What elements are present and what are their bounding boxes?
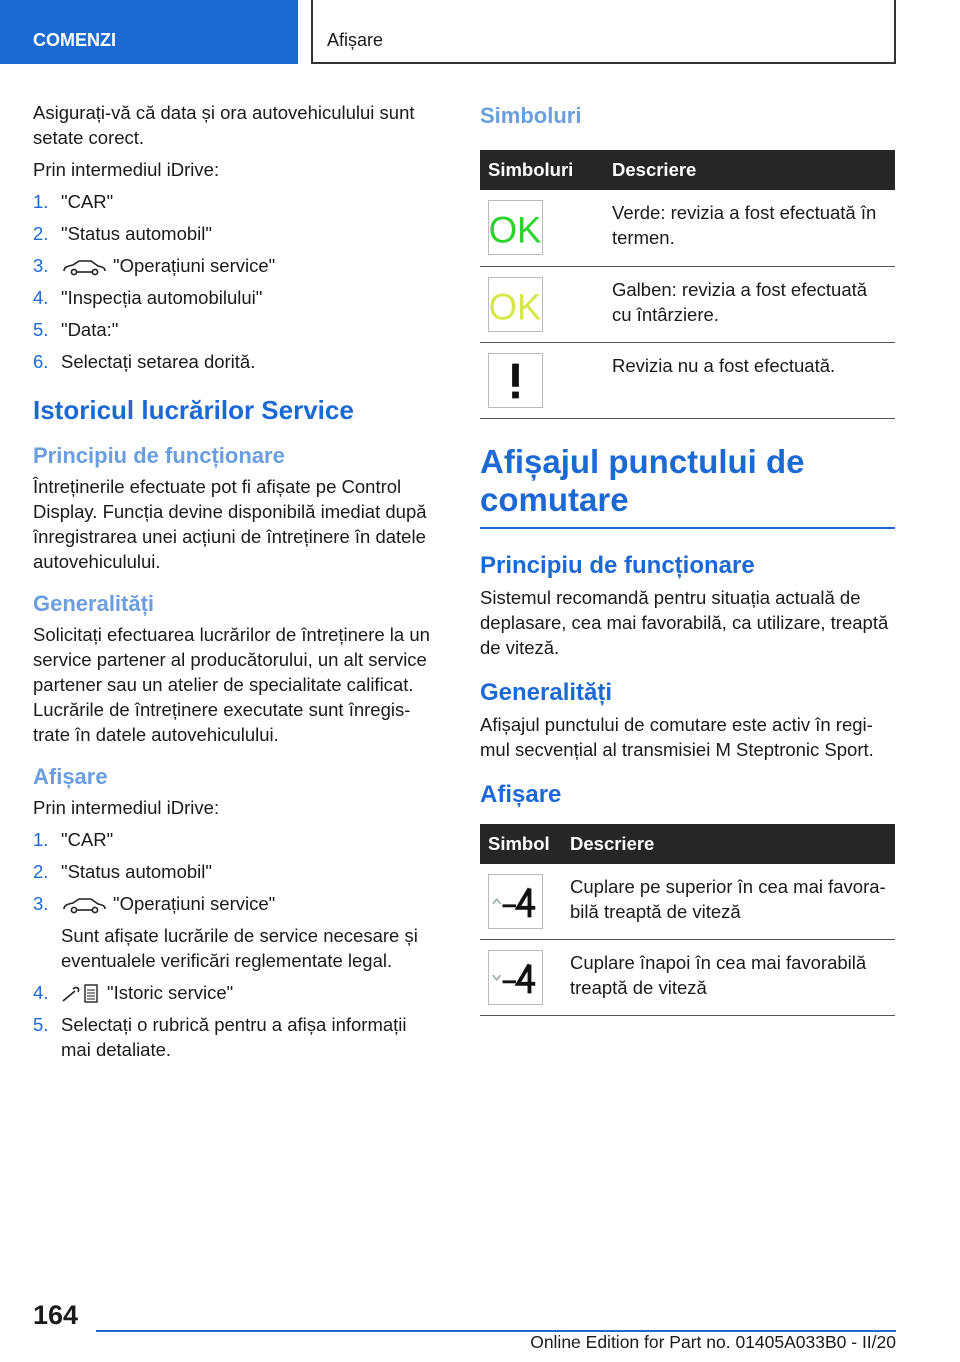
symbols-heading: Simboluri	[480, 103, 582, 128]
table-header: Descriere	[562, 824, 895, 864]
steps-list-1	[33, 189, 438, 374]
symbol-description: Galben: revizia a fost efectuată cu întârziere.	[604, 266, 895, 342]
list-item: 1. "CAR"	[33, 829, 114, 850]
symbol-description: Cuplare pe superior în cea mai favora-bilă treaptă de viteză	[562, 864, 895, 940]
shift-point-heading: Afișajul punctului de comutare	[480, 443, 895, 529]
history-heading: Istoricul lucrărilor Service	[33, 395, 354, 425]
principle-heading: Principiu de funcționare	[480, 551, 755, 579]
section-tab: COMENZI	[0, 0, 298, 64]
list-item: 5. Selectați o rubrică pentru a afișa informații mai detaliate.	[33, 1014, 407, 1061]
display-heading: Afișare	[33, 764, 108, 789]
table-header: Descriere	[604, 150, 895, 190]
ok-green-icon	[488, 200, 543, 255]
list-item: 6. Selectați setarea dorită.	[33, 351, 256, 372]
car-service-icon	[61, 896, 107, 914]
list-item: 1. "CAR"	[33, 191, 114, 212]
list-item: 5. "Data:"	[33, 319, 119, 340]
svg-text:OK: OK	[489, 209, 542, 251]
table-header: Simbol	[480, 824, 562, 864]
car-service-icon	[61, 258, 107, 276]
general-paragraph: Afișajul punctului de comutare este activ în regi-mul secvențial al transmisiei M Steptronic Sport.	[480, 713, 874, 760]
step-note: Sunt afișate lucrările de service necesare și eventualele verificări reglementate legal.	[61, 925, 418, 971]
symbol-description: Revizia nu a fost efectuată.	[604, 342, 895, 418]
display-intro: Prin intermediul iDrive:	[33, 797, 220, 818]
principle-heading: Principiu de funcționare	[33, 443, 285, 468]
table-row	[480, 266, 895, 342]
principle-paragraph: Sistemul recomandă pentru situația actuală de deplasare, cea mai favorabilă, ca utilizare, treaptă de viteză.	[480, 586, 889, 658]
exclamation-icon	[488, 353, 543, 408]
general-heading: Generalități	[33, 591, 155, 616]
symbol-description: Verde: revizia a fost efectuată în termen.	[604, 190, 895, 266]
right-column	[480, 100, 895, 1016]
symbol-description: Cuplare înapoi în cea mai favorabilă treaptă de viteză	[562, 940, 895, 1016]
service-history-icon	[61, 983, 101, 1005]
table-header: Simboluri	[480, 150, 604, 190]
list-item: 4. "Istoric service"	[33, 980, 438, 1005]
list-item: 4. "Inspecția automobilului"	[33, 287, 263, 308]
list-item: 3. "Operațiuni service" Sunt afișate lucrările de service necesare și eventualele verificări reglementate legal.	[33, 891, 438, 973]
steps-list-2	[33, 827, 438, 1062]
list-item: 2. "Status automobil"	[33, 861, 212, 882]
general-paragraph: Solicitați efectuarea lucrărilor de întreținere la un service partener al producătorului, un alt service partener sau un atelier de specialitate calificat. Lucrările de întreținere executate sunt înregis-trate în datele autovehiculului.	[33, 624, 430, 745]
general-heading: Generalități	[480, 678, 613, 706]
page-number: 164	[33, 1300, 79, 1330]
table-row	[480, 342, 895, 418]
idrive-intro: Prin intermediul iDrive:	[33, 159, 220, 180]
principle-paragraph: Întreținerile efectuate pot fi afișate pe Control Display. Funcția devine disponibilă imediat după înregistrarea unei acțiuni de întreținere în datele autovehiculului.	[33, 476, 427, 572]
symbols-table	[480, 150, 895, 419]
ok-yellow-icon	[488, 277, 543, 332]
list-item: 2. "Status automobil"	[33, 223, 212, 244]
table-row	[480, 940, 895, 1016]
page-header-title: Afișare	[311, 0, 896, 64]
shift-symbols-table	[480, 824, 895, 1017]
list-item: 3. "Operațiuni service"	[33, 255, 276, 276]
shift-up-4-icon	[488, 874, 543, 929]
shift-down-4-icon	[488, 950, 543, 1005]
table-row	[480, 190, 895, 266]
table-row	[480, 864, 895, 940]
svg-text:OK: OK	[489, 285, 542, 327]
footer-edition: Online Edition for Part no. 01405A033B0 - II/20	[530, 1332, 896, 1352]
left-column	[33, 100, 438, 1069]
intro-paragraph: Asigurați-vă că data și ora autovehiculului sunt setate corect.	[33, 102, 415, 148]
display-heading: Afișare	[480, 780, 562, 808]
